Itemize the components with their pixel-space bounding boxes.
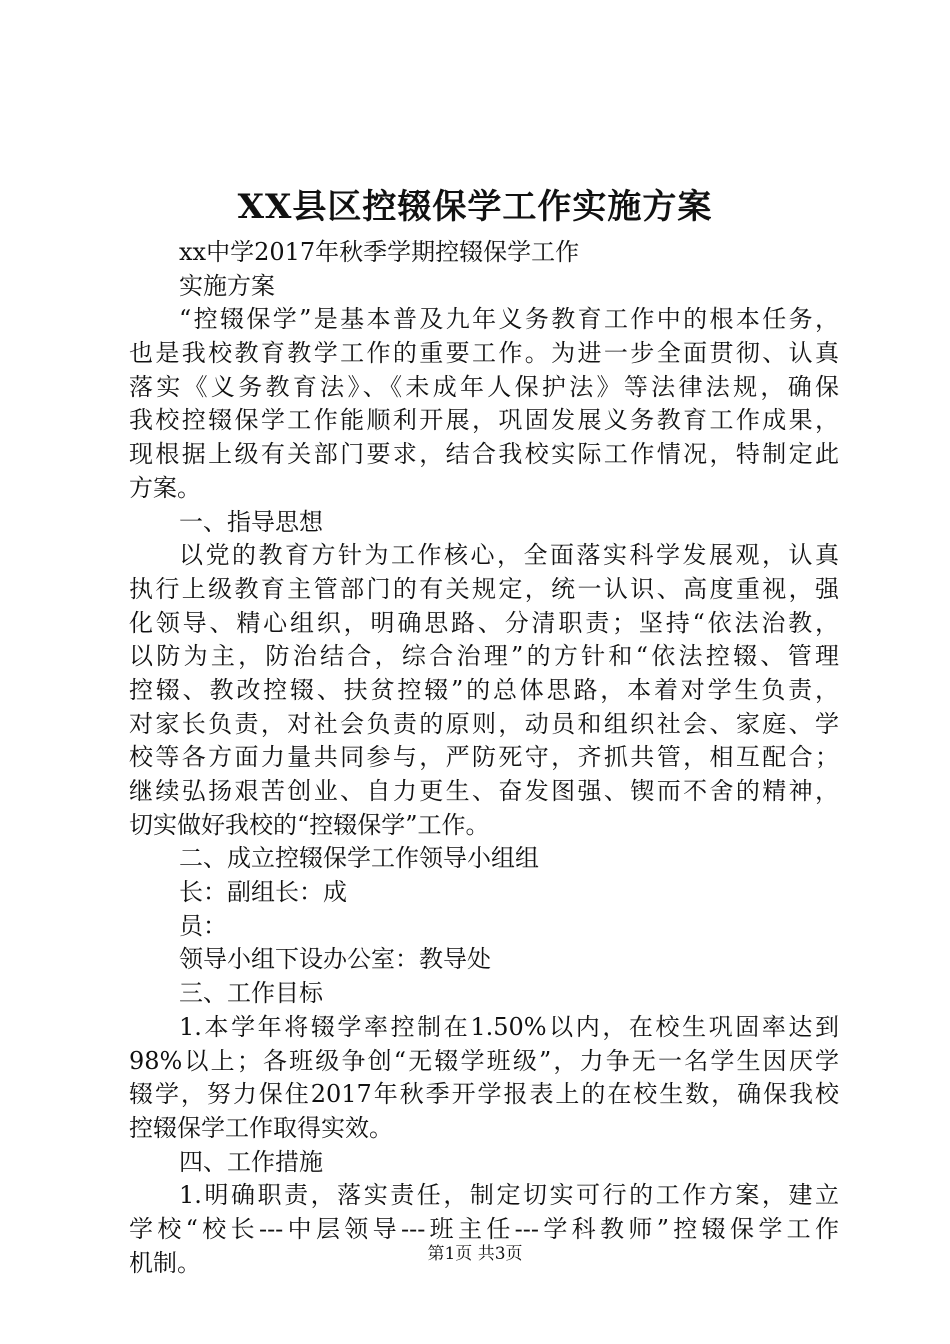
paragraph-line: “控辍保学”是基本普及九年义务教育工作中的根本任务， [179, 305, 839, 334]
paragraph-line: 一、指导思想 [179, 507, 323, 536]
paragraph-line: 落实《义务教育法》、《未成年人保护法》等法律法规，确保 [129, 372, 839, 401]
paragraph-line: 以党的教育方针为工作核心，全面落实科学发展观，认真 [179, 541, 839, 570]
paragraph-line: 98%以上；各班级争创“无辍学班级”，力争无一名学生因厌学 [129, 1046, 839, 1075]
paragraph-line: 二、成立控辍保学工作领导小组组 [179, 844, 539, 873]
paragraph-line: 1.本学年将辍学率控制在1.50%以内，在校生巩固率达到 [179, 1012, 839, 1041]
document-title: XX县区控辍保学工作实施方案 [237, 187, 713, 227]
paragraph-line: 也是我校教育教学工作的重要工作。为进一步全面贯彻、认真 [129, 339, 839, 368]
paragraph-line: 现根据上级有关部门要求，结合我校实际工作情况，特制定此 [129, 440, 839, 469]
paragraph-line: 对家长负责，对社会负责的原则，动员和组织社会、家庭、学 [129, 709, 839, 738]
page-footer: 第1页 共3页 [427, 1244, 523, 1264]
paragraph-line: 领导小组下设办公室：教导处 [179, 945, 491, 974]
paragraph-line: 实施方案 [179, 271, 275, 300]
paragraph-line: 控辍保学工作取得实效。 [129, 1113, 393, 1142]
paragraph-line: 执行上级教育主管部门的有关规定，统一认识、高度重视，强 [129, 574, 839, 603]
paragraph-line: 以防为主，防治结合，综合治理”的方针和“依法控辍、管理 [129, 642, 839, 671]
paragraph-line: 切实做好我校的“控辍保学”工作。 [129, 810, 490, 839]
paragraph-line: 辍学，努力保住2017年秋季开学报表上的在校生数，确保我校 [129, 1080, 839, 1109]
paragraph-line: 机制。 [129, 1248, 201, 1277]
paragraph-line: xx中学2017年秋季学期控辍保学工作 [179, 238, 580, 266]
paragraph-line: 学校“校长---中层领导---班主任---学科教师”控辍保学工作 [129, 1214, 839, 1243]
paragraph-line: 长：副组长：成 [179, 878, 347, 907]
paragraph-line: 控辍、教改控辍、扶贫控辍”的总体思路，本着对学生负责， [129, 675, 839, 704]
paragraph-line: 三、工作目标 [179, 979, 323, 1008]
paragraph-line: 我校控辍保学工作能顺利开展，巩固发展义务教育工作成果， [129, 406, 839, 435]
paragraph-line: 校等各方面力量共同参与，严防死守，齐抓共管，相互配合； [129, 743, 839, 772]
paragraph-line: 1.明确职责，落实责任，制定切实可行的工作方案，建立 [179, 1181, 839, 1210]
paragraph-line: 四、工作措施 [179, 1147, 323, 1176]
paragraph-line: 方案。 [129, 473, 201, 502]
paragraph-line: 继续弘扬艰苦创业、自力更生、奋发图强、锲而不舍的精神， [129, 777, 839, 805]
paragraph-line: 化领导、精心组织，明确思路、分清职责；坚持“依法治教， [129, 608, 839, 637]
document-body [129, 236, 839, 1280]
paragraph-line: 员： [179, 911, 227, 940]
